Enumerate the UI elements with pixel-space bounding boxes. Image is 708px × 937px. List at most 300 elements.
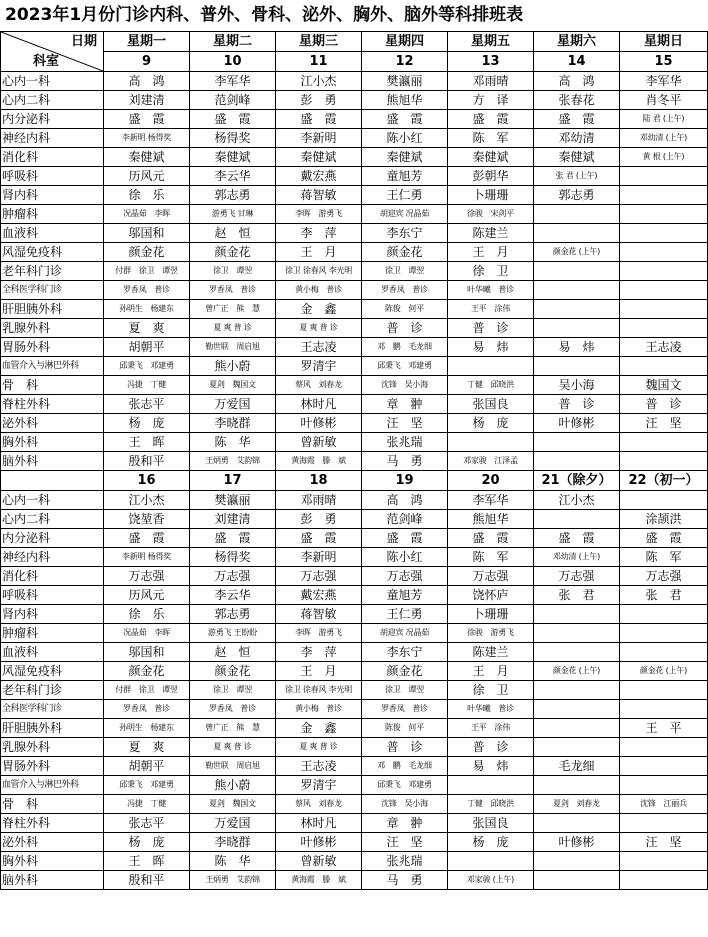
- schedule-cell: 胡迎宾 况晶茹: [362, 624, 448, 643]
- schedule-cell: 叶修彬: [276, 414, 362, 433]
- schedule-cell: 张兆瑞: [362, 433, 448, 452]
- schedule-cell: [448, 357, 534, 376]
- schedule-cell: 邓 鹏 毛龙细: [362, 338, 448, 357]
- schedule-cell: 罗清宇: [276, 776, 362, 795]
- schedule-cell: [534, 871, 620, 890]
- schedule-cell: 易 炜: [448, 338, 534, 357]
- schedule-cell: [620, 757, 708, 776]
- schedule-cell: 徐骏 游勇飞: [448, 624, 534, 643]
- day-name: 星期四: [362, 32, 448, 52]
- table-row: [1, 224, 708, 243]
- schedule-cell: 陈建兰: [448, 643, 534, 662]
- schedule-cell: 罗香凤 普诊: [362, 281, 448, 300]
- schedule-cell: 盛 霞: [190, 529, 276, 548]
- dept-name: 血液科: [1, 224, 104, 243]
- schedule-cell: 勒世联 周启旭: [190, 338, 276, 357]
- dept-name: 风湿免疫科: [1, 243, 104, 262]
- schedule-cell: 陈 华: [190, 852, 276, 871]
- schedule-cell: 彭 勇: [276, 510, 362, 529]
- dept-name: 乳腺外科: [1, 738, 104, 757]
- schedule-cell: 徐骏 宋剑平: [448, 205, 534, 224]
- header-row-dates: [1, 52, 708, 72]
- schedule-cell: 张 君: [534, 586, 620, 605]
- schedule-cell: 邓雨晴: [276, 491, 362, 510]
- schedule-cell: 马 勇: [362, 871, 448, 890]
- schedule-cell: 樊瀛丽: [190, 491, 276, 510]
- table-row: [1, 319, 708, 338]
- table-row: [1, 681, 708, 700]
- schedule-cell: 王炳勇 艾韵锦: [190, 871, 276, 890]
- table-row: [1, 205, 708, 224]
- schedule-cell: 普 诊: [448, 319, 534, 338]
- schedule-cell: 蔡风 刘春龙: [276, 376, 362, 395]
- schedule-cell: 童旭芳: [362, 586, 448, 605]
- schedule-cell: 樊瀛丽: [362, 72, 448, 91]
- schedule-cell: 邓家骏 江泽孟: [448, 452, 534, 471]
- schedule-cell: [620, 776, 708, 795]
- schedule-cell: 徐卫 谭翌: [362, 262, 448, 281]
- dept-name: 脊柱外科: [1, 814, 104, 833]
- schedule-cell: 万爱国: [190, 814, 276, 833]
- dept-name: 呼吸科: [1, 586, 104, 605]
- schedule-cell: 夏剑 魏国文: [190, 376, 276, 395]
- schedule-cell: 李东宁: [362, 643, 448, 662]
- schedule-cell: 夏 爽 普 诊: [190, 738, 276, 757]
- table-row: [1, 243, 708, 262]
- schedule-cell: [534, 357, 620, 376]
- schedule-cell: 李新明: [276, 129, 362, 148]
- schedule-cell: 邱秉飞 邓建勇: [362, 357, 448, 376]
- schedule-cell: [620, 814, 708, 833]
- schedule-cell: 李云华: [190, 167, 276, 186]
- schedule-cell: 普 诊: [534, 395, 620, 414]
- date-number: 15: [620, 52, 708, 72]
- schedule-cell: 王 月: [276, 243, 362, 262]
- dept-name: 老年科门诊: [1, 262, 104, 281]
- schedule-cell: 秦健斌: [448, 148, 534, 167]
- schedule-cell: 普 诊: [620, 395, 708, 414]
- schedule-cell: 李晖 游勇飞: [276, 624, 362, 643]
- schedule-cell: 颜金花 (上午): [534, 243, 620, 262]
- dept-name: 乳腺外科: [1, 319, 104, 338]
- day-name: 星期三: [276, 32, 362, 52]
- schedule-cell: 赵 恒: [190, 224, 276, 243]
- schedule-cell: 胡朝平: [104, 757, 190, 776]
- schedule-cell: 普 诊: [448, 738, 534, 757]
- schedule-cell: 陈俊 何平: [362, 719, 448, 738]
- schedule-cell: 高 鸿: [104, 72, 190, 91]
- schedule-cell: [534, 605, 620, 624]
- schedule-cell: 黄海霞 滕 斌: [276, 452, 362, 471]
- schedule-cell: 曾新敏: [276, 433, 362, 452]
- page-title: 2023年1月份门诊内科、普外、骨科、泌外、胸外、脑外等科排班表: [5, 5, 524, 25]
- schedule-cell: 杨 庞: [448, 414, 534, 433]
- schedule-cell: 邬国和: [104, 224, 190, 243]
- schedule-cell: 王志凌: [620, 338, 708, 357]
- schedule-cell: 张兆瑞: [362, 852, 448, 871]
- schedule-cell: 胡朝平: [104, 338, 190, 357]
- dept-name: 内分泌科: [1, 110, 104, 129]
- schedule-cell: 王志凌: [276, 757, 362, 776]
- schedule-cell: 万志强: [534, 567, 620, 586]
- schedule-cell: 徐卫 徐春风 李光明: [276, 681, 362, 700]
- schedule-cell: 邓家骏 (上午): [448, 871, 534, 890]
- date-number: 12: [362, 52, 448, 72]
- schedule-cell: 万志强: [448, 567, 534, 586]
- schedule-cell: 罗香凤 普诊: [190, 281, 276, 300]
- schedule-cell: 江小杰: [534, 491, 620, 510]
- schedule-cell: 张 君 (上午): [534, 167, 620, 186]
- schedule-cell: [534, 510, 620, 529]
- schedule-cell: 王 月: [448, 243, 534, 262]
- table-row: [1, 452, 708, 471]
- schedule-cell: 卜珊珊: [448, 186, 534, 205]
- table-row: [1, 871, 708, 890]
- day-name: 星期二: [190, 32, 276, 52]
- table-row: [1, 548, 708, 567]
- schedule-cell: 邬国和: [104, 643, 190, 662]
- schedule-cell: [534, 643, 620, 662]
- schedule-cell: 夏 爽: [104, 319, 190, 338]
- day-name: 星期一: [104, 32, 190, 52]
- schedule-cell: [620, 167, 708, 186]
- schedule-cell: 沈锋 吴小海: [362, 376, 448, 395]
- schedule-cell: 赵 恒: [190, 643, 276, 662]
- schedule-cell: 杨 庞: [448, 833, 534, 852]
- table-row: [1, 281, 708, 300]
- schedule-cell: 王志凌: [276, 338, 362, 357]
- schedule-cell: 曾新敏: [276, 852, 362, 871]
- schedule-cell: 李新明: [276, 548, 362, 567]
- schedule-cell: 章 翀: [362, 814, 448, 833]
- table-row: [1, 624, 708, 643]
- table-row: [1, 719, 708, 738]
- table-row: [1, 662, 708, 681]
- dept-name: 风湿免疫科: [1, 662, 104, 681]
- table-row: [1, 757, 708, 776]
- schedule-cell: [534, 300, 620, 319]
- schedule-cell: [534, 719, 620, 738]
- dept-name: 血管介入与淋巴外科: [1, 776, 104, 795]
- schedule-cell: 冯捷 丁健: [104, 795, 190, 814]
- schedule-cell: 罗香凤 普诊: [104, 700, 190, 719]
- schedule-cell: 范剑峰: [190, 91, 276, 110]
- day-name: 星期六: [534, 32, 620, 52]
- schedule-cell: 刘建清: [104, 91, 190, 110]
- schedule-cell: 彭朝华: [448, 167, 534, 186]
- dept-name: 肾内科: [1, 605, 104, 624]
- schedule-cell: 万志强: [362, 567, 448, 586]
- schedule-cell: 盛 霞: [362, 110, 448, 129]
- schedule-cell: [534, 433, 620, 452]
- schedule-cell: 童旭芳: [362, 167, 448, 186]
- schedule-cell: 李晓群: [190, 833, 276, 852]
- schedule-cell: 罗香凤 普诊: [104, 281, 190, 300]
- schedule-cell: 秦健斌: [362, 148, 448, 167]
- table-row: [1, 586, 708, 605]
- schedule-cell: 秦健斌: [276, 148, 362, 167]
- schedule-cell: [620, 205, 708, 224]
- schedule-cell: 吴小海: [534, 376, 620, 395]
- schedule-cell: 盛 霞: [276, 529, 362, 548]
- date-number: 9: [104, 52, 190, 72]
- day-name: 星期日: [620, 32, 708, 52]
- schedule-cell: 李军华: [190, 72, 276, 91]
- schedule-cell: 叶修彬: [534, 414, 620, 433]
- schedule-cell: 王仁勇: [362, 186, 448, 205]
- schedule-cell: 李晓群: [190, 414, 276, 433]
- date-number: 17: [190, 471, 276, 491]
- schedule-cell: 张 君: [620, 586, 708, 605]
- schedule-cell: [620, 224, 708, 243]
- schedule-cell: 张春花: [534, 91, 620, 110]
- schedule-cell: [620, 738, 708, 757]
- schedule-cell: 卜珊珊: [448, 605, 534, 624]
- schedule-cell: 李新明 杨得奖: [104, 129, 190, 148]
- schedule-cell: 徐 卫: [448, 262, 534, 281]
- schedule-cell: 罗香凤 普诊: [190, 700, 276, 719]
- schedule-cell: 熊小蔚: [190, 776, 276, 795]
- schedule-cell: 夏 爽 普 诊: [276, 738, 362, 757]
- schedule-cell: 郭志勇: [190, 605, 276, 624]
- dept-name: 消化科: [1, 148, 104, 167]
- schedule-cell: [448, 433, 534, 452]
- table-row: [1, 795, 708, 814]
- schedule-cell: 殷和平: [104, 452, 190, 471]
- table-row: [1, 376, 708, 395]
- schedule-cell: [620, 357, 708, 376]
- table-row: [1, 72, 708, 91]
- dept-name: 消化科: [1, 567, 104, 586]
- schedule-cell: 颜金花 (上午): [620, 662, 708, 681]
- schedule-cell: 曾广正 熊 慧: [190, 300, 276, 319]
- schedule-cell: [448, 852, 534, 871]
- schedule-cell: 张志平: [104, 395, 190, 414]
- dept-name: 心内二科: [1, 91, 104, 110]
- schedule-cell: [620, 700, 708, 719]
- schedule-cell: 戴宏燕: [276, 167, 362, 186]
- schedule-cell: 邓幼清 (上午): [620, 129, 708, 148]
- schedule-cell: 饶堃香: [104, 510, 190, 529]
- schedule-cell: 李东宁: [362, 224, 448, 243]
- header-row-days: [1, 32, 708, 52]
- schedule-cell: 孙明生 杨建东: [104, 300, 190, 319]
- dept-name: 泌外科: [1, 833, 104, 852]
- schedule-cell: 邓幼清 (上午): [534, 548, 620, 567]
- dept-name: 心内一科: [1, 491, 104, 510]
- schedule-cell: [534, 852, 620, 871]
- schedule-cell: 易 炜: [448, 757, 534, 776]
- table-row: [1, 814, 708, 833]
- schedule-cell: 游勇飞 王盼盼: [190, 624, 276, 643]
- schedule-cell: 盛 霞: [362, 529, 448, 548]
- schedule-cell: 盛 霞: [620, 529, 708, 548]
- dept-name: 神经内科: [1, 548, 104, 567]
- dept-name: 泌外科: [1, 414, 104, 433]
- schedule-cell: 陈 军: [448, 129, 534, 148]
- schedule-cell: 熊小蔚: [190, 357, 276, 376]
- schedule-cell: 李云华: [190, 586, 276, 605]
- schedule-cell: [534, 281, 620, 300]
- schedule-cell: 颜金花 (上午): [534, 662, 620, 681]
- schedule-cell: 邱秉飞 邓建勇: [104, 357, 190, 376]
- schedule-cell: 盛 霞: [448, 110, 534, 129]
- table-row: [1, 833, 708, 852]
- table-row: [1, 167, 708, 186]
- schedule-cell: [620, 852, 708, 871]
- date-number: 11: [276, 52, 362, 72]
- dept-name: 脑外科: [1, 871, 104, 890]
- date-number: 10: [190, 52, 276, 72]
- schedule-cell: 秦健斌: [104, 148, 190, 167]
- schedule-cell: 杨 庞: [104, 414, 190, 433]
- schedule-cell: 沈锋 吴小海: [362, 795, 448, 814]
- schedule-cell: 秦健斌: [190, 148, 276, 167]
- dept-name: 呼吸科: [1, 167, 104, 186]
- table-row: [1, 414, 708, 433]
- schedule-cell: 沈锋 江丽兵: [620, 795, 708, 814]
- table-row: [1, 700, 708, 719]
- schedule-cell: 罗香凤 普诊: [362, 700, 448, 719]
- schedule-cell: 李 萍: [276, 643, 362, 662]
- dept-name: 血管介入与淋巴外科: [1, 357, 104, 376]
- schedule-cell: 丁健 邱晓洪: [448, 376, 534, 395]
- schedule-cell: 况晶茹 李晖: [104, 205, 190, 224]
- schedule-cell: 汪 坚: [620, 833, 708, 852]
- header-date-label: 日期: [70, 34, 97, 49]
- schedule-cell: 王 平: [620, 719, 708, 738]
- schedule-cell: 冯捷 丁健: [104, 376, 190, 395]
- schedule-cell: 范剑峰: [362, 510, 448, 529]
- table-row: [1, 510, 708, 529]
- schedule-cell: [620, 186, 708, 205]
- schedule-cell: [620, 433, 708, 452]
- date-number: 19: [362, 471, 448, 491]
- schedule-table: [0, 31, 708, 890]
- schedule-cell: 付群 徐卫 谭翌: [104, 262, 190, 281]
- schedule-cell: 金 鑫: [276, 300, 362, 319]
- schedule-cell: [620, 319, 708, 338]
- schedule-cell: 黄小梅 普诊: [276, 281, 362, 300]
- schedule-cell: 叶华曦 普诊: [448, 700, 534, 719]
- schedule-cell: [620, 300, 708, 319]
- dept-name: 胸外科: [1, 852, 104, 871]
- schedule-cell: 万志强: [190, 567, 276, 586]
- schedule-cell: 徐卫 谭翌: [190, 262, 276, 281]
- schedule-cell: 肖冬平: [620, 91, 708, 110]
- table-row: [1, 605, 708, 624]
- schedule-cell: 邓 鹏 毛龙细: [362, 757, 448, 776]
- schedule-cell: 汪 坚: [362, 414, 448, 433]
- schedule-cell: 叶修彬: [534, 833, 620, 852]
- schedule-cell: 万志强: [620, 567, 708, 586]
- schedule-cell: 王 晖: [104, 852, 190, 871]
- schedule-cell: 王平 涂伟: [448, 300, 534, 319]
- schedule-cell: 盛 霞: [190, 110, 276, 129]
- dept-name: 肝胆胰外科: [1, 300, 104, 319]
- schedule-cell: [620, 871, 708, 890]
- schedule-cell: 邓幼清: [534, 129, 620, 148]
- schedule-cell: 张志平: [104, 814, 190, 833]
- schedule-cell: 戴宏燕: [276, 586, 362, 605]
- schedule-cell: 盛 霞: [448, 529, 534, 548]
- schedule-cell: [620, 491, 708, 510]
- schedule-cell: 陈俊 何平: [362, 300, 448, 319]
- schedule-cell: 徐卫 谭翌: [190, 681, 276, 700]
- schedule-cell: 盛 霞: [534, 529, 620, 548]
- schedule-cell: [534, 262, 620, 281]
- schedule-cell: 盛 霞: [104, 110, 190, 129]
- schedule-cell: 林时凡: [276, 814, 362, 833]
- dept-name: 脑外科: [1, 452, 104, 471]
- schedule-cell: 殷和平: [104, 871, 190, 890]
- schedule-cell: 丁健 邱晓洪: [448, 795, 534, 814]
- schedule-cell: 江小杰: [104, 491, 190, 510]
- schedule-cell: 饶怀庐: [448, 586, 534, 605]
- schedule-cell: 张国良: [448, 395, 534, 414]
- table-row: [1, 529, 708, 548]
- dept-name: 胸外科: [1, 433, 104, 452]
- schedule-cell: 陈 华: [190, 433, 276, 452]
- schedule-cell: 叶修彬: [276, 833, 362, 852]
- schedule-cell: 颜金花: [362, 243, 448, 262]
- schedule-cell: 张国良: [448, 814, 534, 833]
- schedule-cell: 普 诊: [362, 738, 448, 757]
- schedule-cell: 王 晖: [104, 433, 190, 452]
- table-row: [1, 357, 708, 376]
- schedule-cell: 李新明 杨得奖: [104, 548, 190, 567]
- schedule-cell: 徐 乐: [104, 605, 190, 624]
- schedule-cell: [534, 700, 620, 719]
- schedule-cell: 方 译: [448, 91, 534, 110]
- schedule-cell: 游勇飞 甘琳: [190, 205, 276, 224]
- schedule-cell: 黄小梅 普诊: [276, 700, 362, 719]
- schedule-cell: 夏剑 魏国文: [190, 795, 276, 814]
- schedule-cell: 李军华: [620, 72, 708, 91]
- schedule-cell: [534, 776, 620, 795]
- schedule-cell: 颜金花: [104, 243, 190, 262]
- schedule-cell: 颜金花: [362, 662, 448, 681]
- schedule-cell: 颜金花: [190, 662, 276, 681]
- schedule-cell: 万志强: [276, 567, 362, 586]
- schedule-cell: 黄 根 (上午): [620, 148, 708, 167]
- schedule-cell: 徐卫 徐春风 李光明: [276, 262, 362, 281]
- schedule-cell: 夏 爽 普 诊: [276, 319, 362, 338]
- schedule-cell: 易 炜: [534, 338, 620, 357]
- schedule-cell: 胡迎宾 况晶茹: [362, 205, 448, 224]
- dates-row-blank: [1, 471, 104, 491]
- schedule-cell: 高 鸿: [534, 72, 620, 91]
- schedule-cell: 孙明生 杨建东: [104, 719, 190, 738]
- schedule-cell: 颜金花: [104, 662, 190, 681]
- schedule-cell: 汪 坚: [362, 833, 448, 852]
- schedule-cell: 汪 坚: [620, 414, 708, 433]
- dept-name: 老年科门诊: [1, 681, 104, 700]
- schedule-cell: 高 鸿: [362, 491, 448, 510]
- schedule-cell: 夏 爽: [104, 738, 190, 757]
- schedule-cell: 陈小红: [362, 129, 448, 148]
- table-row: [1, 395, 708, 414]
- schedule-cell: 熊旭华: [448, 510, 534, 529]
- table-row: [1, 567, 708, 586]
- schedule-cell: 彭 勇: [276, 91, 362, 110]
- table-row: [1, 262, 708, 281]
- dept-name: 神经内科: [1, 129, 104, 148]
- schedule-cell: 陈建兰: [448, 224, 534, 243]
- schedule-cell: 郭志勇: [190, 186, 276, 205]
- date-number: 14: [534, 52, 620, 72]
- dept-name: 骨 科: [1, 795, 104, 814]
